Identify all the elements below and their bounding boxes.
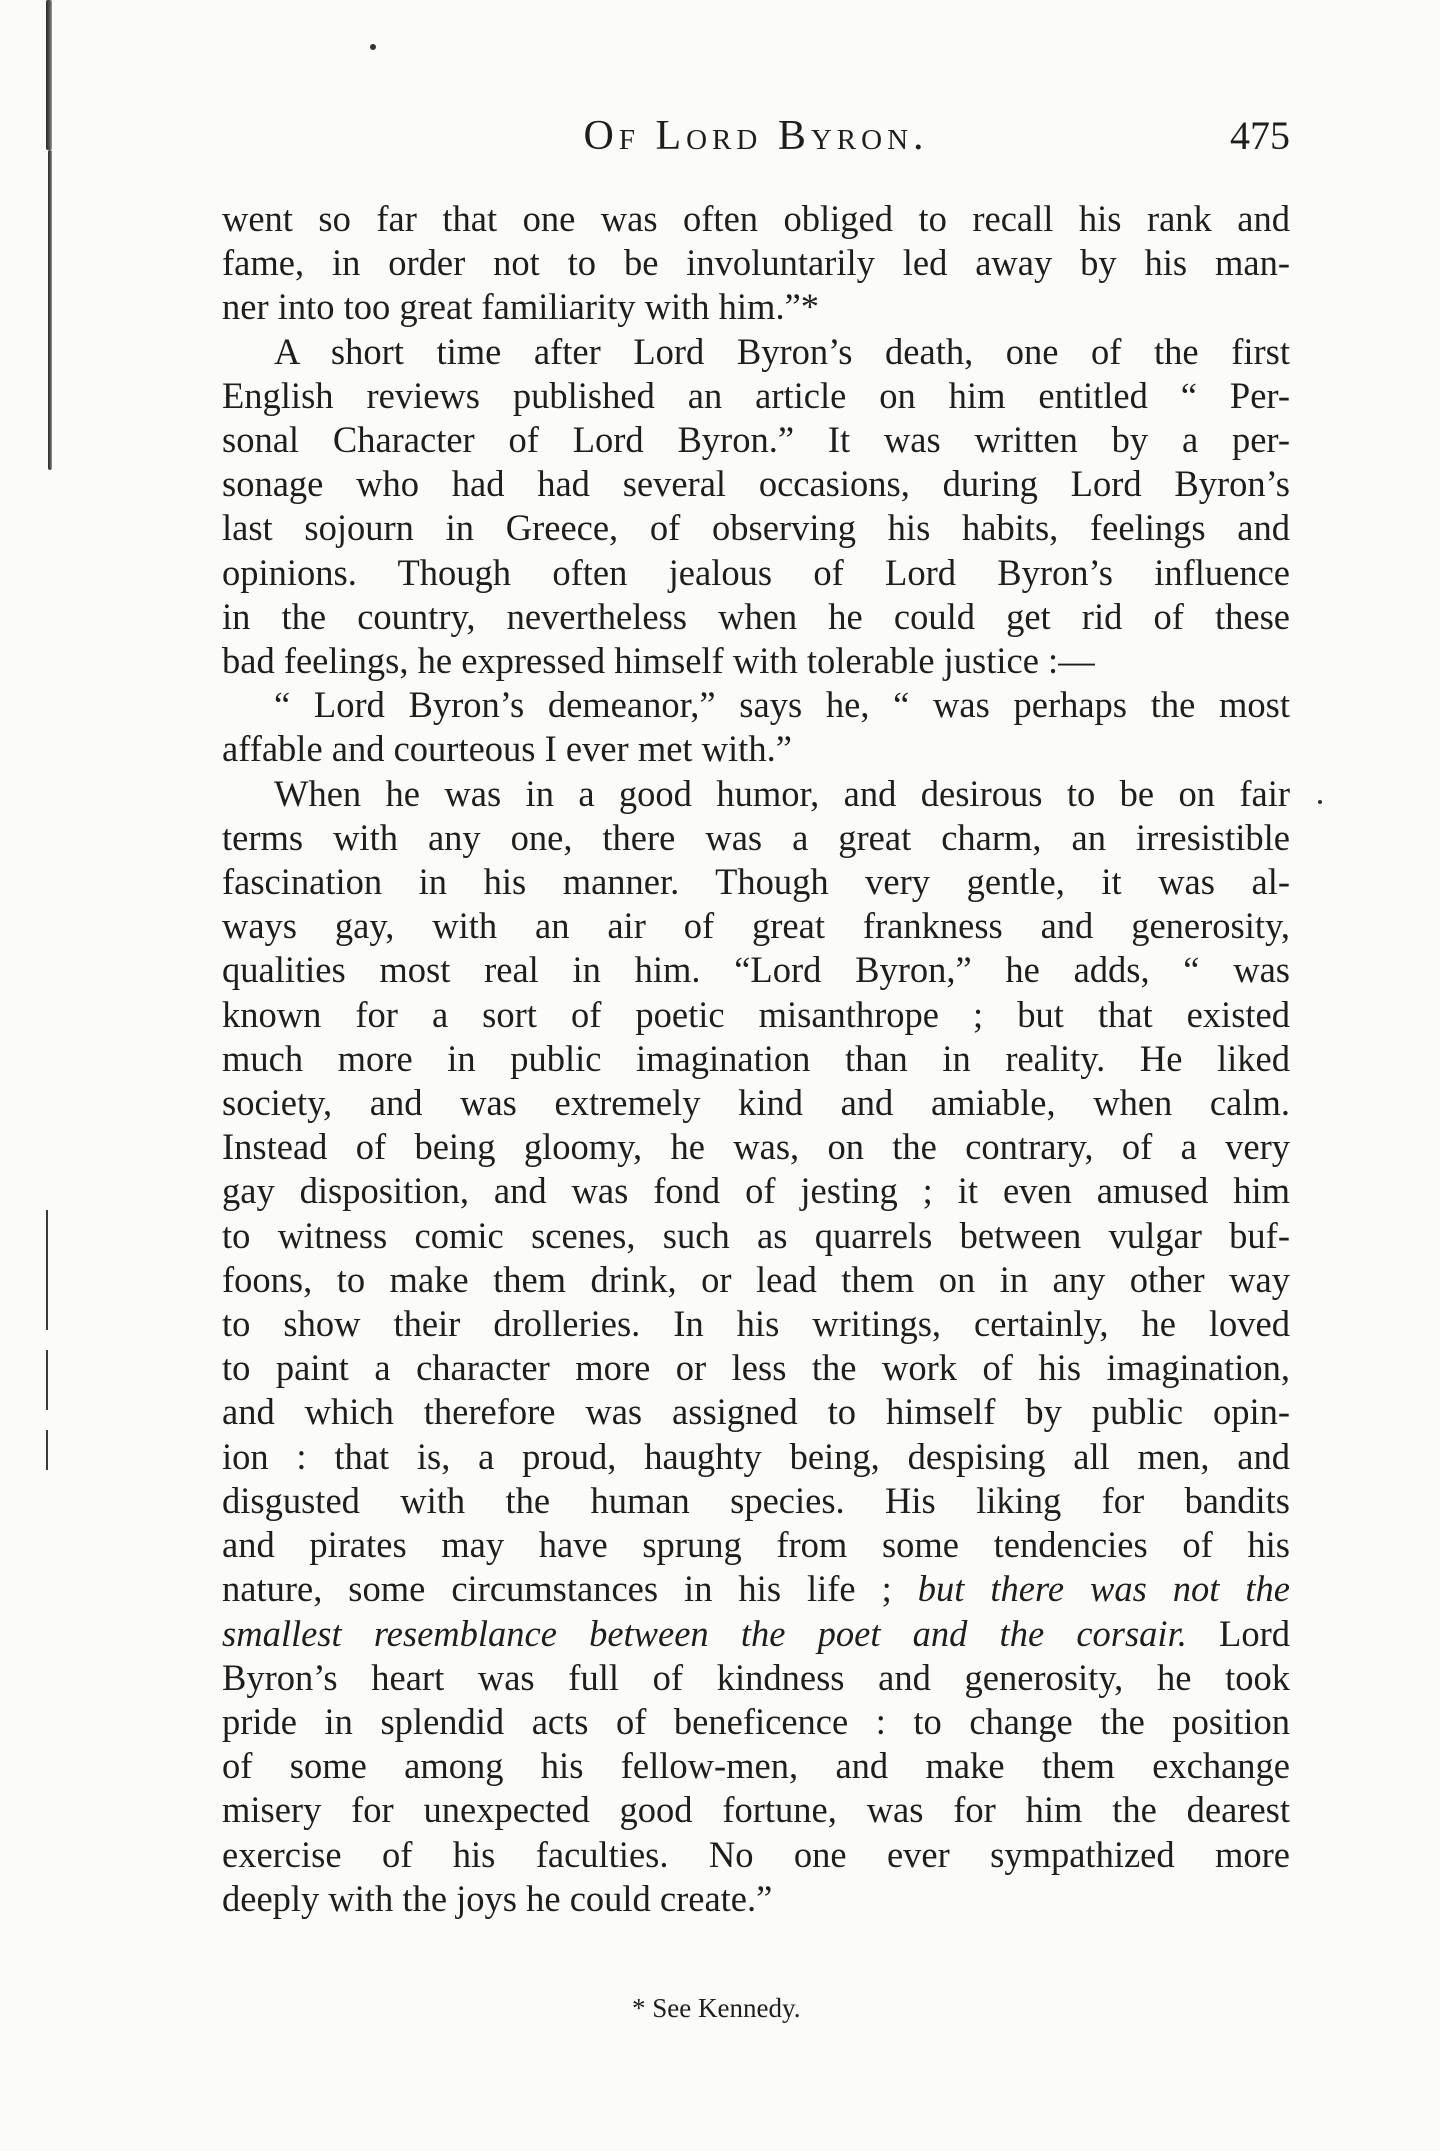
text-segment: nature, some circumstances in his life ; (222, 1568, 892, 1610)
text-line: qualities most real in him. “Lord Byron,” he adds, “ was (222, 949, 1290, 991)
text-line: opinions. Though often jealous of Lord Byron’s influence (222, 551, 1290, 593)
text-line: gay disposition, and was fond of jesting ; it even amused him (222, 1170, 1290, 1212)
binding-shadow-top (46, 0, 52, 150)
text-line: foons, to make them drink, or lead them on in any other way (222, 1258, 1290, 1300)
text-line: known for a sort of poetic misanthrope ; but that existed (222, 993, 1290, 1035)
text-line: terms with any one, there was a great charm, an irresistible (222, 816, 1290, 858)
text-line-mixed (222, 1567, 1290, 1611)
footnote: * See Kennedy. (632, 1993, 801, 2023)
text-line: fascination in his manner. Though very gentle, it was al- (222, 861, 1290, 903)
page-header (222, 112, 1290, 172)
text-line: and pirates may have sprung from some tendencies of his (222, 1524, 1290, 1566)
text-line-mixed (222, 1612, 1290, 1656)
italic-segment: smallest resemblance between the poet and the corsair. (222, 1612, 1187, 1654)
text-line: to show their drolleries. In his writings, certainly, he loved (222, 1303, 1290, 1345)
italic-segment: but there was not the (917, 1568, 1290, 1610)
binding-shadow-mid (48, 150, 52, 470)
text-line: fame, in order not to be involuntarily led away by his man- (222, 242, 1290, 284)
text-line: ner into too great familiarity with him.”* (222, 286, 820, 328)
text-line: of some among his fellow-men, and make them exchange (222, 1745, 1290, 1787)
text-line: ways gay, with an air of great frankness and generosity, (222, 905, 1290, 947)
text-line: When he was in a good humor, and desirous to be on fair (274, 772, 1290, 814)
binding-line-lower-2 (46, 1350, 48, 1410)
text-line: in the country, nevertheless when he could get rid of these (222, 595, 1290, 637)
text-line: bad feelings, he expressed himself with tolerable justice :— (222, 640, 1095, 682)
text-line: to witness comic scenes, such as quarrels between vulgar buf- (222, 1214, 1290, 1256)
text-line: affable and courteous I ever met with.” (222, 728, 792, 770)
text-line: English reviews published an article on him entitled “ Per- (222, 374, 1290, 416)
running-head: Of Lord Byron. (583, 113, 929, 159)
page-number: 475 (1230, 113, 1290, 158)
text-line: Byron’s heart was full of kindness and generosity, he took (222, 1656, 1290, 1698)
text-line: exercise of his faculties. No one ever sympathized more (222, 1833, 1290, 1875)
text-line: misery for unexpected good fortune, was for him the dearest (222, 1789, 1290, 1831)
text-line: and which therefore was assigned to himself by public opin- (222, 1391, 1290, 1433)
text-line: much more in public imagination than in reality. He liked (222, 1037, 1290, 1079)
text-line: “ Lord Byron’s demeanor,” says he, “ was perhaps the most (274, 684, 1290, 726)
text-segment: Lord (1219, 1612, 1290, 1654)
text-line: sonage who had had several occasions, during Lord Byron’s (222, 463, 1290, 505)
text-line: last sojourn in Greece, of observing his habits, feelings and (222, 507, 1290, 549)
text-line: went so far that one was often obliged to recall his rank and (222, 198, 1290, 239)
body-text (222, 197, 1290, 1921)
text-line: society, and was extremely kind and amiable, when calm. (222, 1082, 1290, 1124)
text-line: disgusted with the human species. His liking for bandits (222, 1479, 1290, 1521)
text-line: pride in splendid acts of beneficence : to change the position (222, 1700, 1290, 1742)
binding-line-lower-3 (46, 1430, 48, 1470)
text-line: sonal Character of Lord Byron.” It was written by a per- (222, 419, 1290, 461)
text-line: to paint a character more or less the work of his imagination, (222, 1347, 1290, 1389)
binding-line-lower-1 (46, 1210, 48, 1330)
text-line: Instead of being gloomy, he was, on the contrary, of a very (222, 1126, 1290, 1168)
text-line: A short time after Lord Byron’s death, one of the first (274, 330, 1290, 372)
text-line: deeply with the joys he could create.” (222, 1877, 773, 1919)
ink-speck (1318, 800, 1322, 804)
ink-speck (370, 44, 376, 50)
text-line: ion : that is, a proud, haughty being, despising all men, and (222, 1435, 1290, 1477)
